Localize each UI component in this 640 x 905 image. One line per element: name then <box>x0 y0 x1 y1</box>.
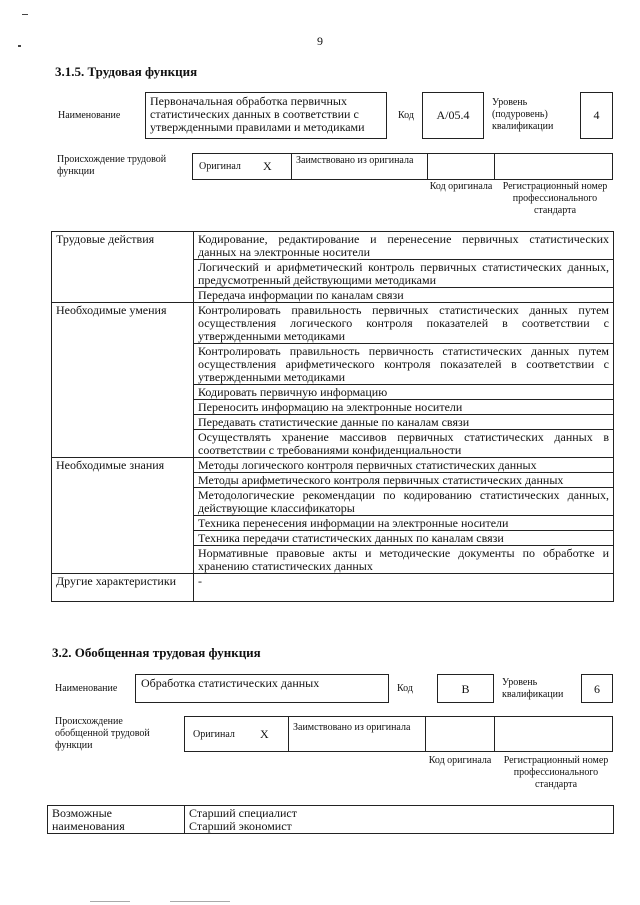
table-row <box>52 232 614 260</box>
code-original-caption: Код оригинала <box>429 181 493 192</box>
table-cell: Кодирование, редактирование и перенесение первичных статистических данных на электронные носители <box>194 232 614 260</box>
table-cell: Логический и арифметический контроль первичных статистических данных, предусмотренный действующими методиками <box>194 260 614 288</box>
reg-number-caption: Регистрационный номер профессионального стандарта <box>503 755 609 790</box>
level-box <box>581 674 613 703</box>
original-box <box>192 153 292 180</box>
reg-number-box <box>494 716 613 752</box>
code-box <box>422 92 484 139</box>
original-box <box>184 716 289 752</box>
table-cell: Нормативные правовые акты и методические документы по обработке и хранению статистических данных <box>194 546 614 574</box>
scan-mark <box>170 901 230 902</box>
reg-number-box <box>494 153 613 180</box>
table-row <box>48 806 614 834</box>
original-mark: X <box>263 159 272 173</box>
page-number: 9 <box>317 34 323 48</box>
table-cell: Контролировать правильность первичность статистических данных путем осуществления арифметического контроля показателей в соответствии с утвержденными методиками <box>194 344 614 385</box>
borrowed-box <box>288 716 426 752</box>
table-cell: Контролировать правильность первичных статистических данных путем осуществления логического контроля показателей в соответствии с утвержденными методиками <box>194 303 614 344</box>
table-cell: Осуществлять хранение массивов первичных статистических данных в соответствии с требованиями конфиденциальности <box>194 430 614 458</box>
level-box <box>580 92 613 139</box>
section-heading: 3.2. Обобщенная трудовая функция <box>52 645 261 660</box>
borrowed-label: Заимствовано из оригинала <box>293 722 411 733</box>
original-label: Оригинал <box>199 161 241 172</box>
table-cell: Передача информации по каналам связи <box>194 288 614 303</box>
origin-label: Происхождение обобщенной трудовой функции <box>55 716 150 751</box>
row-label: Необходимые знания <box>52 458 194 574</box>
table-cell: Методологические рекомендации по кодированию статистических данных, действующие классификаторы <box>194 488 614 516</box>
level-label: Уровень (подуровень) квалификации <box>492 97 554 132</box>
names-table <box>47 805 614 834</box>
code-box <box>437 674 494 703</box>
code-value: B <box>461 682 470 696</box>
table-row <box>52 458 614 473</box>
scan-mark <box>90 901 130 902</box>
list-item: Старший специалист <box>189 806 297 820</box>
origin-label: Происхождение трудовой функции <box>57 154 167 177</box>
table-cell: Кодировать первичную информацию <box>194 385 614 400</box>
section-heading: 3.1.5. Трудовая функция <box>55 64 198 79</box>
row-label: Необходимые умения <box>52 303 194 458</box>
list-item: Старший экономист <box>189 819 292 833</box>
name-value: Первоначальная обработка первичных статистических данных в соответствии с утвержденными правилами и методиками <box>150 94 365 134</box>
table-cell: Методы арифметического контроля первичных статистических данных <box>194 473 614 488</box>
table-cell: Передавать статистические данные по каналам связи <box>194 415 614 430</box>
row-label: Возможные наименования <box>48 806 185 834</box>
functions-table <box>51 231 614 602</box>
name-label: Наименование <box>58 110 121 121</box>
scan-mark <box>22 14 28 15</box>
code-original-box <box>425 716 495 752</box>
level-value: 6 <box>594 682 600 696</box>
table-row <box>52 303 614 344</box>
table-cell: Техника перенесения информации на электронные носители <box>194 516 614 531</box>
name-value: Обработка статистических данных <box>141 676 320 690</box>
reg-number-caption: Регистрационный номер профессионального стандарта <box>502 181 608 216</box>
name-box <box>145 92 387 139</box>
original-mark: X <box>260 727 269 741</box>
table-row <box>52 574 614 602</box>
borrowed-box <box>291 153 428 180</box>
table-cell: Методы логического контроля первичных статистических данных <box>194 458 614 473</box>
level-value: 4 <box>593 108 600 122</box>
table-cell: Переносить информацию на электронные носители <box>194 400 614 415</box>
name-label: Наименование <box>55 683 118 694</box>
code-original-caption: Код оригинала <box>428 755 492 766</box>
table-cell <box>185 806 614 834</box>
row-label: Трудовые действия <box>52 232 194 303</box>
code-label: Код <box>398 110 414 121</box>
code-label: Код <box>397 683 413 694</box>
code-value: A/05.4 <box>436 108 470 122</box>
table-cell: - <box>194 574 614 602</box>
table-cell: Техника передачи статистических данных по каналам связи <box>194 531 614 546</box>
code-original-box <box>427 153 495 180</box>
original-label: Оригинал <box>193 729 235 740</box>
row-label: Другие характеристики <box>52 574 194 602</box>
borrowed-label: Заимствовано из оригинала <box>296 155 414 166</box>
name-box <box>135 674 389 703</box>
level-label: Уровень квалификации <box>502 677 564 700</box>
